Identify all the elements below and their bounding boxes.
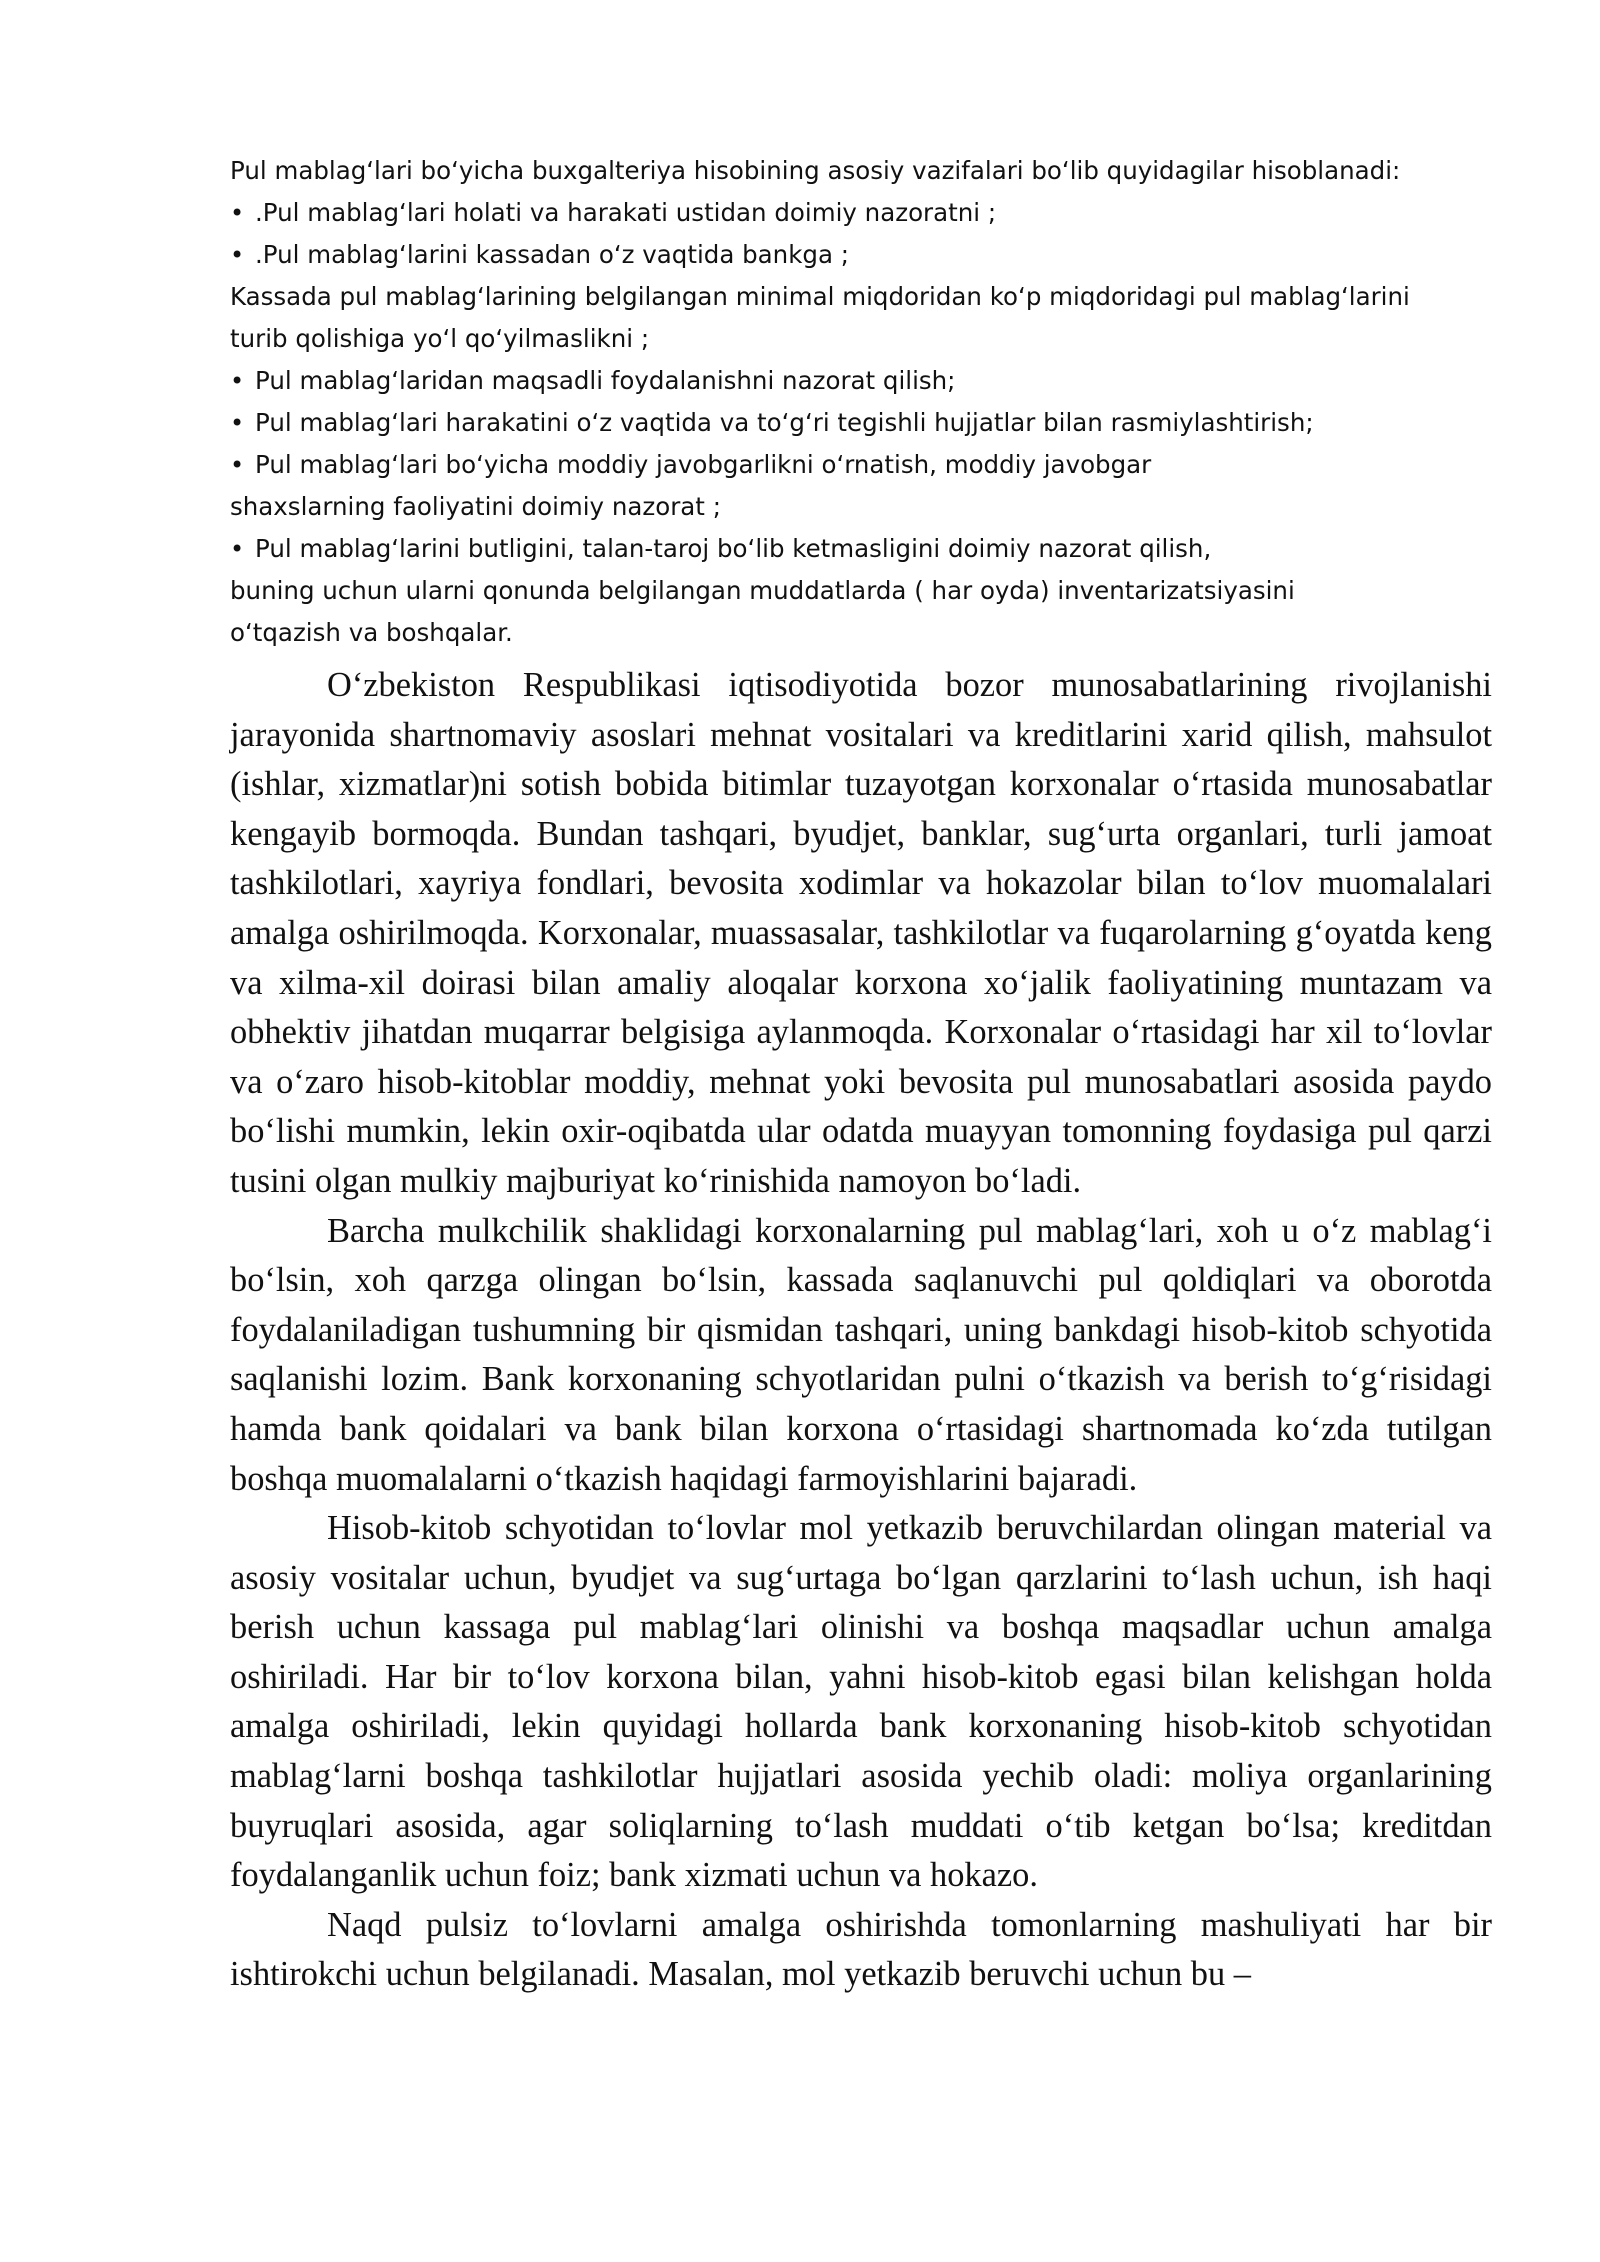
kassa-line: turib qolishiga yo‘l qo‘yilmaslikni ;	[230, 324, 650, 353]
list-item: • Pul mablag‘larini butligini, talan-taroj bo‘lib ketmasligini doimiy nazorat qilish,	[230, 528, 1492, 570]
document-page	[230, 150, 1492, 2000]
body-text	[230, 661, 1492, 2000]
list-item: • Pul mablag‘lari harakatini o‘z vaqtida va to‘g‘ri tegishli hujjatlar bilan rasmiylashtirish;	[230, 402, 1492, 444]
intro-section	[230, 150, 1492, 654]
paragraph: O‘zbekiston Respublikasi iqtisodiyotida bozor munosabatlarining rivojlanishi jarayonida shartnomaviy asoslari mehnat vositalari va kreditlarini xarid qilish, mahsulot (ishlar, xizmatlar)ni sotish bobida bitimlar tuzayotgan korxonalar o‘rtasida munosabatlar kengayib bormoqda. Bundan tashqari, byudjet, banklar, sug‘urta organlari, turli jamoat tashkilotlari, xayriya fondlari, bevosita xodimlar va hokazolar bilan to‘lov muomalalari amalga oshirilmoqda. Korxonalar, muassasalar, tashkilotlar va fuqarolarning g‘oyatda keng va xilma-xil doirasi bilan amaliy aloqalar korxona xo‘jalik faoliyatining muntazam va obhektiv jihatdan muqarrar belgisiga aylanmoqda. Korxonalar o‘rtasidagi har xil to‘lovlar va o‘zaro hisob-kitoblar moddiy, mehnat yoki bevosita pul munosabatlari asosida paydo bo‘lishi mumkin, lekin oxir-oqibatda ular odatda muayyan tomonning foydasiga pul qarzi tusini olgan mulkiy majburiyat ko‘rinishida namoyon bo‘ladi.	[230, 666, 1492, 1200]
list-item-continuation: o‘tqazish va boshqalar.	[230, 618, 513, 647]
list-item: • Pul mablag‘laridan maqsadli foydalanishni nazorat qilish;	[230, 360, 1492, 402]
list-item-continuation: buning uchun ularni qonunda belgilangan muddatlarda ( har oyda) inventarizatsiyasini	[230, 576, 1295, 605]
paragraph: Hisob-kitob schyotidan to‘lovlar mol yetkazib beruvchilardan olingan material va asosiy vositalar uchun, byudjet va sug‘urtaga bo‘lgan qarzlarini to‘lash uchun, ish haqi berish uchun kassaga pul mablag‘lari olinishi va boshqa maqsadlar uchun amalga oshiriladi. Har bir to‘lov korxona bilan, yahni hisob-kitob egasi bilan kelishgan holda amalga oshiriladi, lekin quyidagi hollarda bank korxonaning hisob-kitob schyotidan mablag‘larni boshqa tashkilotlar hujjatlari asosida yechib oladi: moliya organlarining buyruqlari asosida, agar soliqlarning to‘lash muddati o‘tib ketgan bo‘lsa; kreditdan foydalanganlik uchun foiz; bank xizmati uchun va hokazo.	[230, 1509, 1492, 1895]
paragraph: Naqd pulsiz to‘lovlarni amalga oshirishda tomonlarning mashuliyati har bir ishtirokchi uchun belgilanadi. Masalan, mol yetkazib beruvchi uchun bu –	[230, 1905, 1492, 1994]
kassa-line: Kassada pul mablag‘larining belgilangan minimal miqdoridan ko‘p miqdoridagi pul mablag‘larini	[230, 282, 1410, 311]
list-item: • Pul mablag‘lari bo‘yicha moddiy javobgarlikni o‘rnatish, moddiy javobgar	[230, 444, 1492, 486]
list-item: • .Pul mablag‘larini kassadan o‘z vaqtida bankga ;	[230, 234, 1492, 276]
list-item-continuation: shaxslarning faoliyatini doimiy nazorat ;	[230, 492, 721, 521]
intro-heading: Pul mablag‘lari bo‘yicha buxgalteriya hisobining asosiy vazifalari bo‘lib quyidagilar hisoblanadi:	[230, 156, 1401, 185]
list-item: • .Pul mablag‘lari holati va harakati ustidan doimiy nazoratni ;	[230, 192, 1492, 234]
paragraph: Barcha mulkchilik shaklidagi korxonalarning pul mablag‘lari, xoh u o‘z mablag‘i bo‘lsin, xoh qarzga olingan bo‘lsin, kassada saqlanuvchi pul qoldiqlari va oborotda foydalaniladigan tushumning bir qismidan tashqari, uning bankdagi hisob-kitob schyotida saqlanishi lozim. Bank korxonaning schyotlaridan pulni o‘tkazish va berish to‘g‘risidagi hamda bank qoidalari va bank bilan korxona o‘rtasidagi shartnomada ko‘zda tutilgan boshqa muomalalarni o‘tkazish haqidagi farmoyishlarini bajaradi.	[230, 1211, 1492, 1498]
